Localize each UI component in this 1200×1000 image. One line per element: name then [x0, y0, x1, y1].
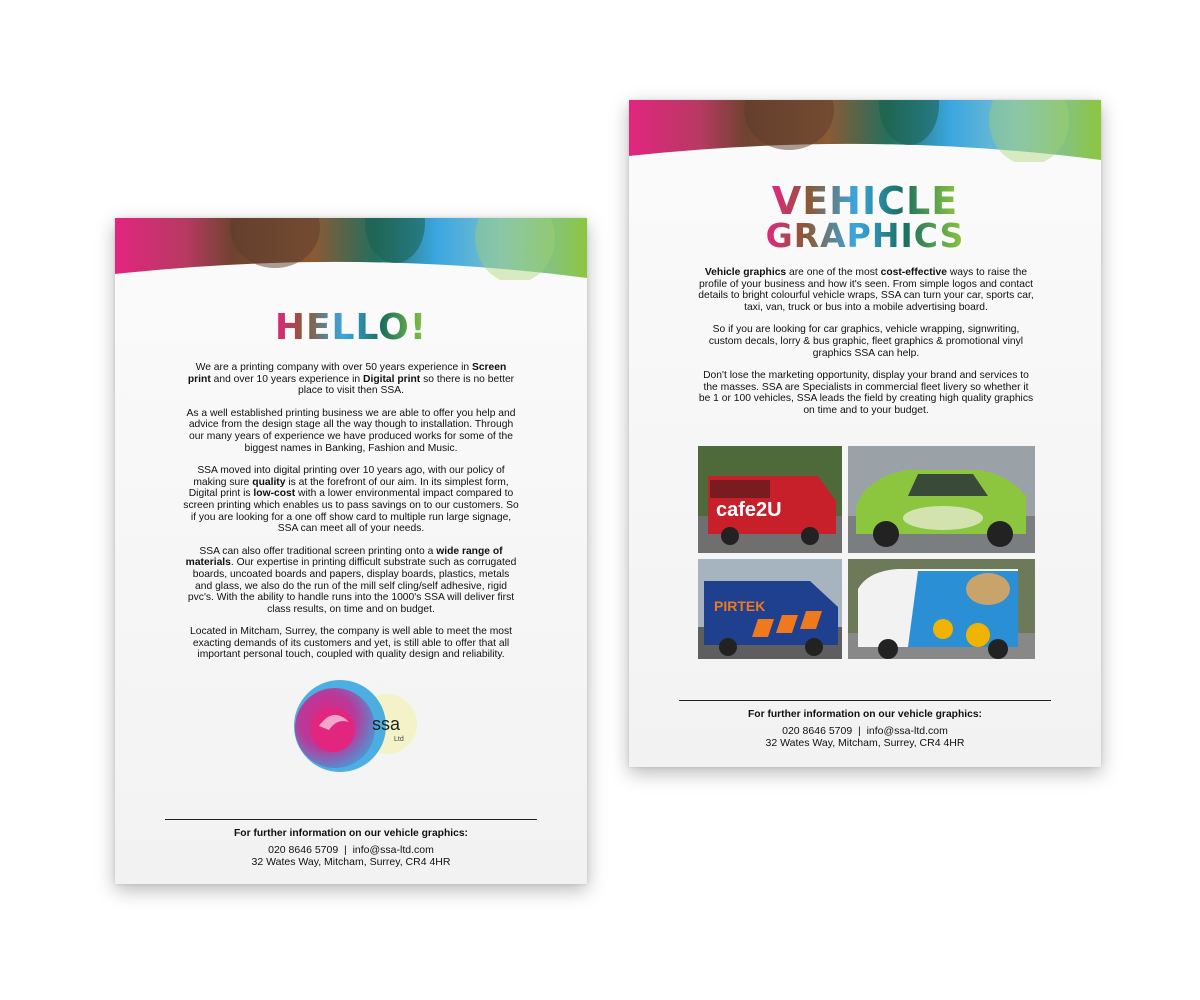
right-paragraph-2: So if you are looking for car graphics, vehicle wrapping, signwriting, custom decals, lorry & bus graphic, fleet graphics & promotional vinyl graphics SSA can help. [708, 324, 1024, 359]
ssa-logo [293, 678, 423, 778]
vehicle-photo-3 [698, 559, 842, 659]
vehicle-photo-2 [848, 446, 1035, 553]
vehicle-graphics-title [629, 178, 1101, 250]
left-flyer [115, 218, 587, 884]
left-paragraph-1: We are a printing company with over 50 years experience in Screen print and over 10 years experience in Digital print so there is no better place to visit then SSA. [187, 362, 515, 397]
title-line-2: GRAPHICS [765, 216, 965, 250]
footer-contact: 020 8646 5709 | info@ssa-ltd.com [782, 725, 948, 737]
color-band [115, 218, 587, 280]
right-flyer [629, 100, 1101, 767]
photo-3-caption: PIRTEK [714, 598, 766, 614]
footer-heading: For further information on our vehicle graphics: [234, 828, 468, 839]
right-paragraph-3: Don't lose the marketing opportunity, display your brand and services to the masses. SSA are Specialists in commercial fleet livery so whether it be 1 or 100 vehicles, SSA leads the field by creating high quality graphics on time and to your budget. [698, 370, 1034, 416]
footer-address: 32 Wates Way, Mitcham, Surrey, CR4 4HR [765, 737, 965, 749]
footer-divider [165, 819, 537, 820]
logo-sub: Ltd [394, 736, 404, 743]
left-paragraph-2: As a well established printing business we are able to offer you help and advice from the design stage all the way though to installation. Through our many years of experience we have produced works for some of the biggest names in Banking, Fashion and Music. [186, 407, 516, 454]
photo-1-caption: cafe2U [716, 499, 782, 521]
right-footer [679, 700, 1051, 749]
vehicle-photo-4 [848, 559, 1035, 659]
vehicle-photo-grid [698, 446, 1035, 659]
hello-title [115, 306, 587, 346]
right-body-copy [697, 267, 1035, 428]
title-line-1: VEHICLE [771, 179, 959, 223]
vehicle-photo-1 [698, 446, 842, 553]
footer-heading: For further information on our vehicle graphics: [748, 709, 982, 720]
left-paragraph-5: Located in Mitcham, Surrey, the company is well able to meet the most exacting demands of its customers and yet, is still able to offer that all important personal touch, coupled with quality design and reliability. [189, 626, 513, 661]
footer-contact: 020 8646 5709 | info@ssa-ltd.com [268, 844, 434, 856]
left-paragraph-3: SSA moved into digital printing over 10 years ago, with our policy of making sure quality is at the forefront of our aim. In its simplest form, Digital print is low-cost with a lower environmental impact compared to screen printing which enables us to pass savings on to our customers. So if you are looking for a one off show card to multiple run large signage, SSA can meet all of your needs. [183, 465, 519, 535]
left-body-copy [183, 362, 519, 672]
color-band [629, 100, 1101, 162]
logo-name: ssa [372, 714, 401, 734]
left-paragraph-4: SSA can also offer traditional screen printing onto a wide range of materials. Our expertise in printing difficult substrate such as corrugated boards, uncoated boards and papers, display boards, plastics, metals and glass, we also do the run of the mill self cling/self adhesive, rigid pvc's. With the ability to handle runs into the 1000's SSA will deliver first class results, on time and on budget. [185, 545, 517, 615]
footer-divider [679, 700, 1051, 701]
left-footer [165, 819, 537, 868]
right-paragraph-1: Vehicle graphics are one of the most cost-effective ways to raise the profile of your business and how it's seen. From simple logos and contact details to bright colourful vehicle wraps, SSA can turn your car, sports car, taxi, van, truck or bus into a mobile advertising board. [698, 267, 1034, 313]
hello-title-text: HELLO! [274, 307, 428, 346]
footer-address: 32 Wates Way, Mitcham, Surrey, CR4 4HR [251, 856, 451, 868]
